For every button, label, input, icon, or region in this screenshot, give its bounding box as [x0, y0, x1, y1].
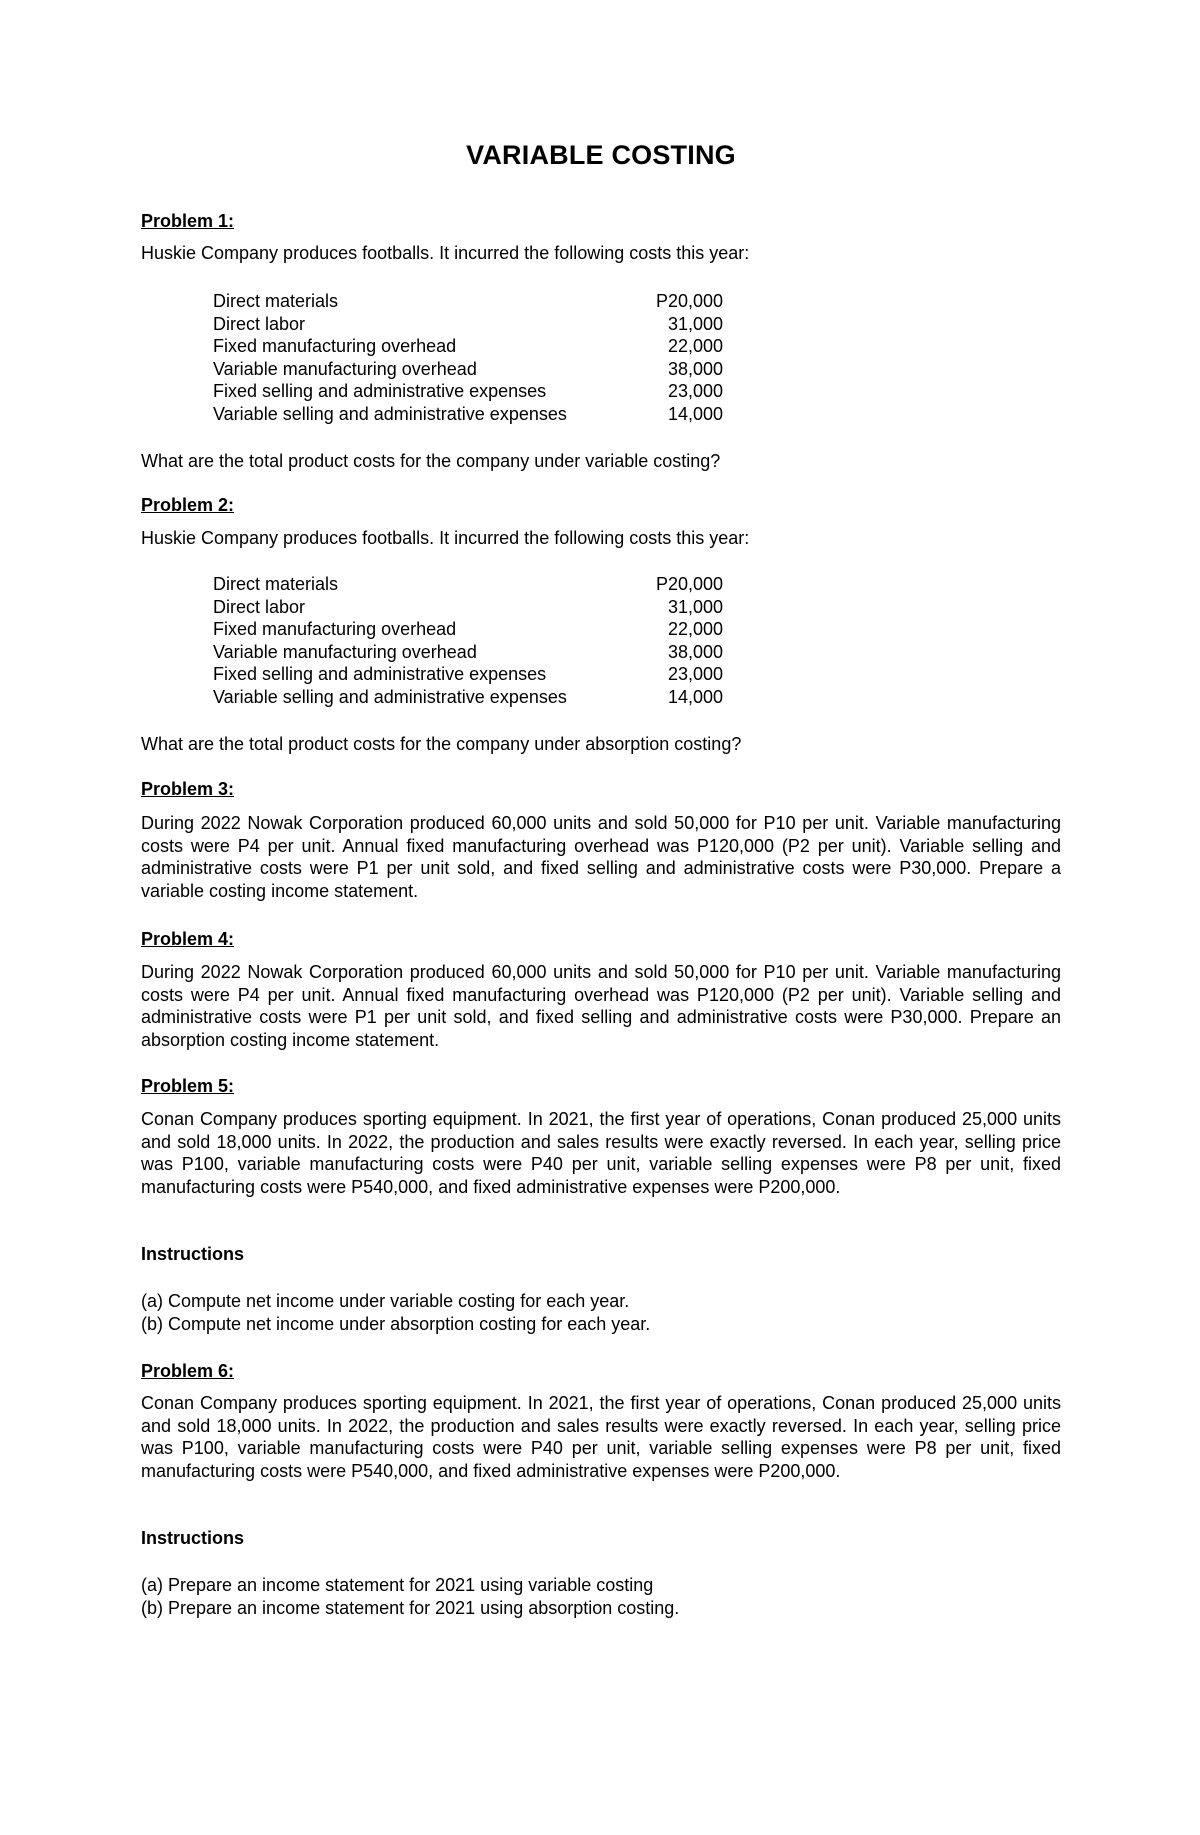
cost-row [213, 380, 723, 403]
cost-amount: 38,000 [667, 358, 723, 379]
problem-1-heading: Problem 1: [141, 211, 235, 231]
problem-3-text: During 2022 Nowak Corporation produced 60,000 units and sold 50,000 for P10 per unit. Variable manufacturing costs were P4 per unit. Annual fixed manufacturing overhead was P120,000 (P2 per unit). Variable selling and administrative costs were P1 per unit sold, and fixed selling and administrative costs were P30,000. Prepare a variable costing income statement. [141, 813, 1061, 901]
problem-6-instructions-list [141, 1574, 679, 1619]
problem-2-cost-table [213, 573, 723, 708]
problem-1-question: What are the total product costs for the company under variable costing? [141, 451, 721, 471]
problem-6-instructions-heading: Instructions [141, 1528, 245, 1548]
cost-row [213, 313, 723, 336]
cost-amount: 22,000 [667, 619, 723, 639]
cost-label: Direct labor [213, 596, 306, 617]
problem-2-question: What are the total product costs for the company under absorption costing? [141, 734, 742, 754]
cost-row [213, 686, 723, 709]
problem-6-text: Conan Company produces sporting equipment. In 2021, the first year of operations, Conan produced 25,000 units and sold 18,000 units. In 2022, the production and sales results were exactly reversed. In each year, selling price was P100, variable manufacturing costs were P40 per unit, variable selling expenses were P8 per unit, fixed manufacturing costs were P540,000, and fixed administrative expenses were P200,000. [141, 1393, 1061, 1481]
cost-row [213, 335, 723, 358]
problem-2-intro: Huskie Company produces footballs. It incurred the following costs this year: [141, 528, 750, 548]
cost-amount: 23,000 [667, 381, 723, 401]
cost-amount: 23,000 [667, 664, 723, 684]
cost-label: Fixed manufacturing overhead [213, 336, 457, 356]
cost-label: Fixed selling and administrative expenses [213, 381, 547, 401]
cost-label: Direct materials [213, 574, 339, 594]
cost-amount: 31,000 [667, 313, 723, 334]
cost-amount: 14,000 [667, 686, 723, 707]
cost-label: Direct labor [213, 313, 306, 334]
problem-6-heading: Problem 6: [141, 1361, 235, 1381]
cost-label: Variable selling and administrative expenses [213, 686, 567, 707]
cost-row [213, 596, 723, 619]
problem-1-intro: Huskie Company produces footballs. It incurred the following costs this year: [141, 243, 750, 263]
cost-label: Variable selling and administrative expenses [213, 403, 567, 424]
list-item: (b) Prepare an income statement for 2021 using absorption costing. [141, 1597, 680, 1618]
cost-amount: 14,000 [667, 403, 723, 424]
list-item: (a) Prepare an income statement for 2021 using variable costing [141, 1575, 654, 1595]
cost-label: Fixed manufacturing overhead [213, 619, 457, 639]
problem-5-heading: Problem 5: [141, 1076, 235, 1096]
cost-row [213, 358, 723, 381]
problem-2-heading: Problem 2: [141, 495, 235, 515]
cost-row [213, 403, 723, 426]
cost-amount: 22,000 [667, 336, 723, 356]
problem-5-instructions-heading: Instructions [141, 1244, 245, 1264]
cost-row [213, 618, 723, 641]
problem-4-text: During 2022 Nowak Corporation produced 60,000 units and sold 50,000 for P10 per unit. Variable manufacturing costs were P4 per unit. Annual fixed manufacturing overhead was P120,000 (P2 per unit). Variable selling and administrative costs were P1 per unit sold, and fixed selling and administrative costs were P30,000. Prepare an absorption costing income statement. [141, 962, 1061, 1050]
cost-row [213, 641, 723, 664]
document-title: VARIABLE COSTING [466, 140, 736, 170]
problem-3-heading: Problem 3: [141, 779, 235, 799]
list-item: (b) Compute net income under absorption costing for each year. [141, 1313, 651, 1334]
problem-1-cost-table [213, 290, 723, 425]
cost-label: Direct materials [213, 291, 339, 311]
cost-amount: 38,000 [667, 641, 723, 662]
cost-label: Fixed selling and administrative expenses [213, 664, 547, 684]
problem-5-text: Conan Company produces sporting equipment. In 2021, the first year of operations, Conan produced 25,000 units and sold 18,000 units. In 2022, the production and sales results were exactly reversed. In each year, selling price was P100, variable manufacturing costs were P40 per unit, variable selling expenses were P8 per unit, fixed manufacturing costs were P540,000, and fixed administrative expenses were P200,000. [141, 1109, 1061, 1197]
cost-label: Variable manufacturing overhead [213, 641, 477, 662]
cost-row [213, 663, 723, 686]
cost-row [213, 573, 723, 596]
cost-amount: 31,000 [667, 596, 723, 617]
cost-amount: P20,000 [655, 291, 723, 311]
cost-label: Variable manufacturing overhead [213, 358, 477, 379]
cost-row [213, 290, 723, 313]
problem-5-instructions-list [141, 1290, 650, 1335]
cost-amount: P20,000 [655, 574, 723, 594]
list-item: (a) Compute net income under variable costing for each year. [141, 1291, 630, 1311]
problem-4-heading: Problem 4: [141, 929, 235, 949]
